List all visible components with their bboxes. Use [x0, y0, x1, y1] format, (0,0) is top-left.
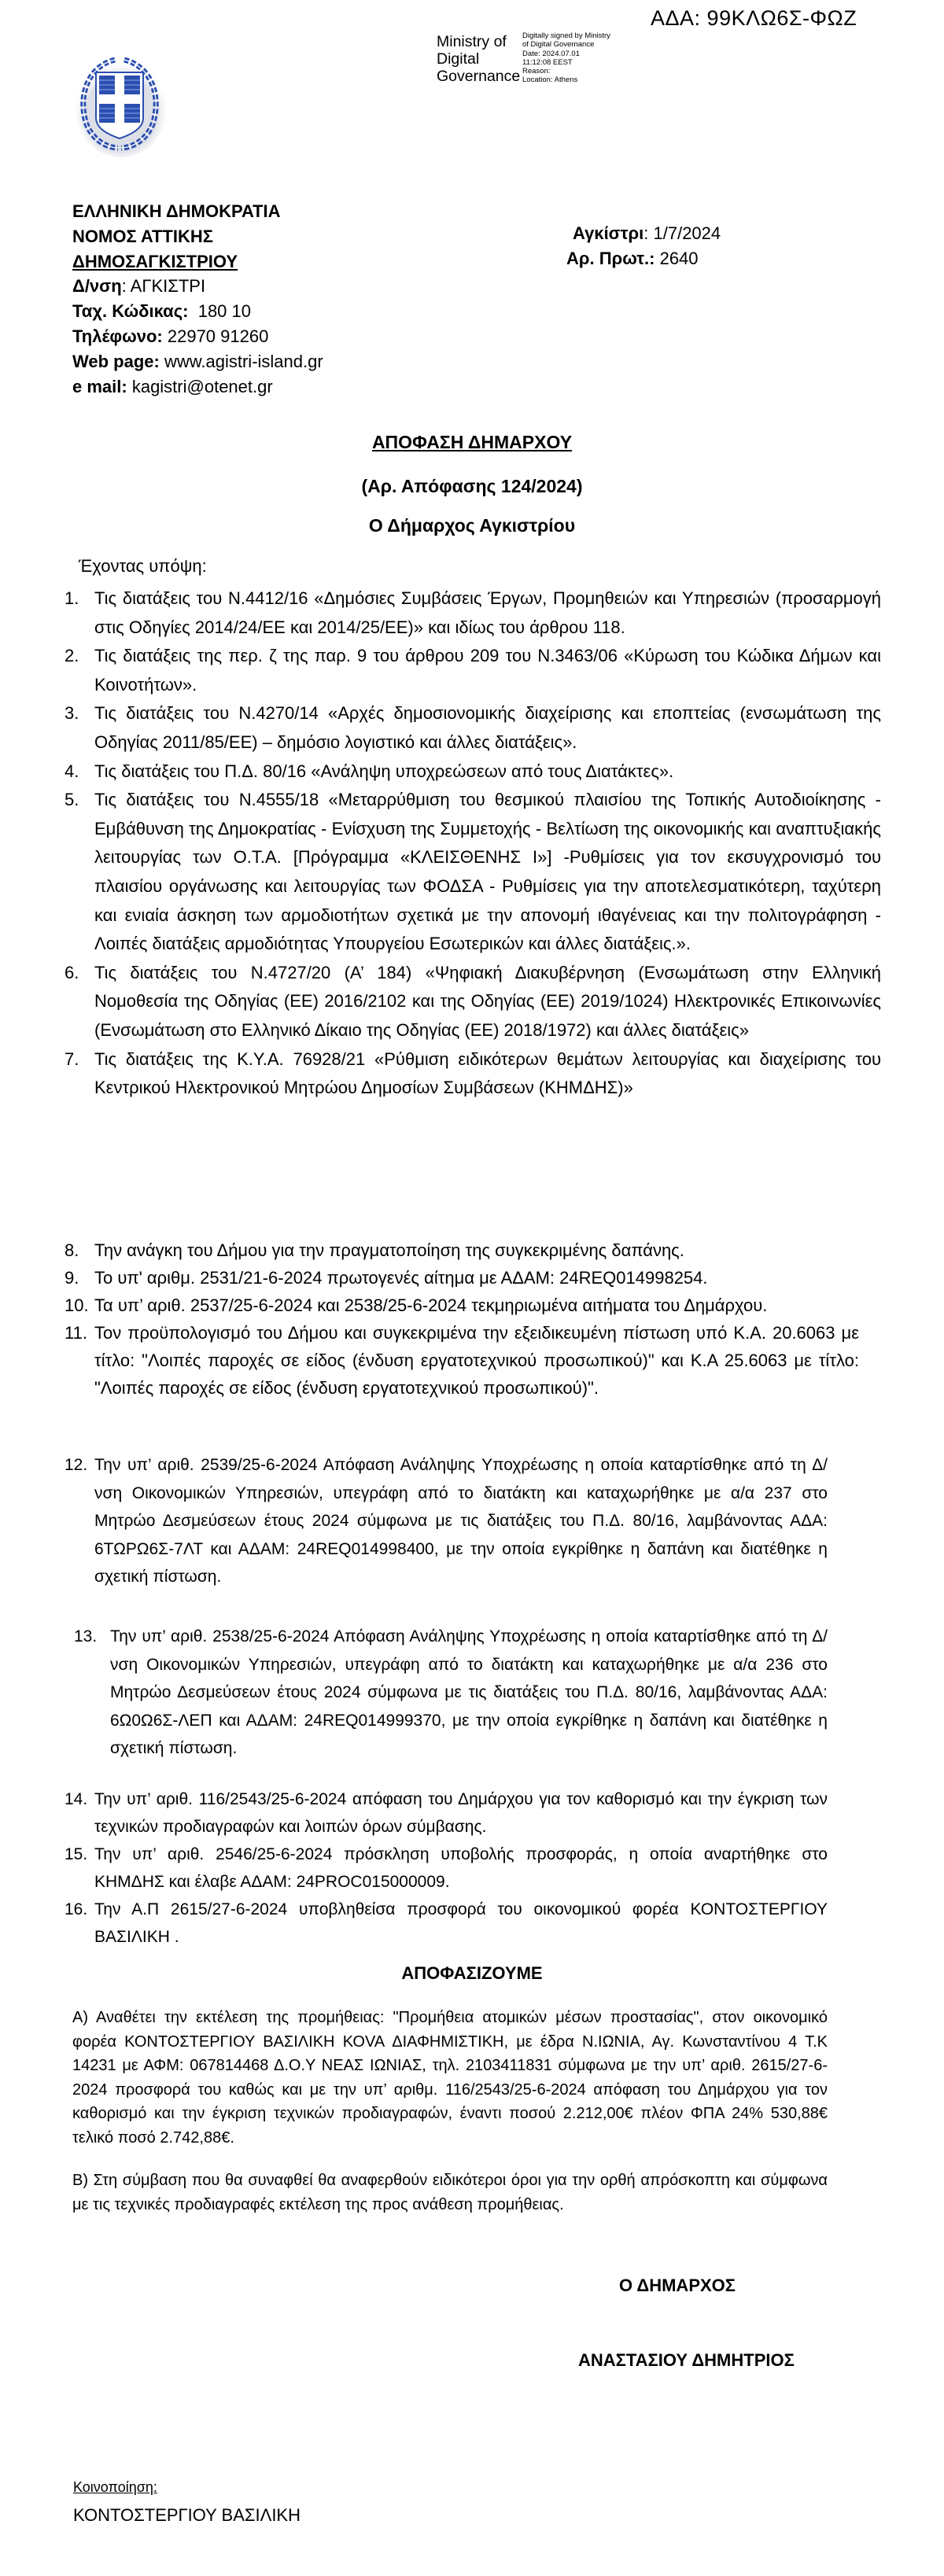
email-label: e mail: — [72, 376, 127, 396]
list-item: 16. Την Α.Π 2615/27-6-2024 υποβληθείσα προσφορά του οικονομικού φορέα ΚΟΝΤΟΣΤΕΡΓΙΟΥ ΒΑΣΙΛΙΚΗ . — [65, 1900, 828, 1946]
signer-name: ΑΝΑΣΤΑΣΙΟΥ ΔΗΜΗΤΡΙΟΣ — [578, 2350, 795, 2370]
considerations-list-continued — [57, 1236, 859, 1402]
considerations-list-final — [57, 1786, 828, 1951]
postcode-value: 180 10 — [197, 301, 251, 322]
signature-meta — [522, 31, 610, 85]
list-item: 1. Τις διατάξεις του Ν.4412/16 «Δημόσιες Συμβάσεις Έργων, Προμηθειών και Υπηρεσιών (προσαρμογή στις Οδηγίες 2014/24/ΕΕ και 2014/25/ΕΕ)» και ιδίως του άρθρου 118. — [65, 588, 881, 637]
signature-title-line: Governance — [437, 68, 521, 85]
protocol-label: Αρ. Πρωτ.: — [566, 248, 655, 268]
considerations-list-commitments — [57, 1451, 828, 1591]
prefecture-name: ΝΟΜΟΣ ΑΤΤΙΚΗΣ — [72, 226, 213, 246]
list-item: 7. Τις διατάξεις της Κ.Υ.Α. 76928/21 «Ρύθμιση ειδικότερων θεμάτων λειτουργίας και διαχείρισης του Κεντρικού Ηλεκτρονικού Μητρώου Δημοσίων Συμβάσεων (ΚΗΜΔΗΣ)» — [65, 1048, 881, 1098]
address-value: : ΑΓΚΙΣΤΡΙ — [121, 276, 206, 297]
signer-role: Ο ΔΗΜΑΡΧΟΣ — [619, 2276, 736, 2295]
cc-recipient: ΚΟΝΤΟΣΤΕΡΓΙΟΥ ΒΑΣΙΛΙΚΗ — [73, 2505, 301, 2525]
list-item: 10. Τα υπ’ αριθ. 2537/25-6-2024 και 2538/25-6-2024 τεκμηριωμένα αιτήματα του Δημάρχου. — [65, 1295, 768, 1315]
considerations-list — [57, 584, 881, 1103]
signature-meta-line: Location: Athens — [522, 76, 578, 85]
cc-label: Κοινοποίηση: — [73, 2479, 157, 2495]
sender-block — [72, 199, 323, 399]
list-item: 6. Τις διατάξεις του Ν.4727/20 (Α’ 184) «Ψηφιακή Διακυβέρνηση (Ενσωμάτωση στην Ελληνική Νομοθεσία της Οδηγίας (ΕΕ) 2016/2102 και της Οδηγίας (ΕΕ) 2019/1024) Ηλεκτρονικές Επικοινωνίες (Ενσωμάτωση στο Ελληνικό Δίκαιο της Οδηγίας (ΕΕ) 2018/1972) και άλλες διατάξεις» — [65, 962, 881, 1040]
document-title: ΑΠΟΦΑΣΗ ΔΗΜΑΡΧΟΥ — [371, 432, 573, 452]
issuer-title: Ο Δήμαρχος Αγκιστρίου — [368, 515, 576, 536]
signature-meta-line: of Digital Governance — [522, 40, 595, 50]
phone-label: Τηλέφωνο: — [72, 326, 163, 346]
place-label: Αγκίστρι — [573, 223, 644, 243]
signature-title — [437, 33, 520, 85]
list-item: 4. Τις διατάξεις του Π.Δ. 80/16 «Ανάληψη υποχρεώσεων από τους Διατάκτες». — [65, 761, 674, 781]
protocol-row — [566, 246, 721, 271]
decision-heading: ΑΠΟΦΑΣΙΖΟΥΜΕ — [401, 1963, 543, 1983]
postcode-label: Ταχ. Κώδικας: — [72, 301, 189, 322]
greek-coat-of-arms-icon — [72, 49, 167, 159]
ada-code: ΑΔΑ: 99ΚΛΩ6Σ-ΦΩΖ — [651, 6, 857, 30]
address-label: Δ/νση — [72, 276, 122, 297]
meta-block — [566, 221, 721, 271]
list-item: 3. Τις διατάξεις του Ν.4270/14 «Αρχές δημοσιονομικής διαχείρισης και εποπτείας (ενσωμάτωση της Οδηγίας 2011/85/ΕΕ) – δημόσιο λογιστικό και άλλες διατάξεις». — [65, 703, 881, 752]
email-link[interactable]: kagistri@otenet.gr — [131, 376, 273, 396]
list-item: 5. Τις διατάξεις του Ν.4555/18 «Μεταρρύθμιση του θεσμικού πλαισίου της Τοπικής Αυτοδιοίκησης - Εμβάθυνση της Δημοκρατίας - Ενίσχυση της Συμμετοχής - Βελτίωση της οικονομικής και αναπτυξιακής λειτουργίας των Ο.Τ.Α. [Πρόγραμμα «ΚΛΕΙΣΘΕΝΗΣ Ι»] -Ρυθμίσεις για τον εκσυγχρονισμό του πλαισίου οργάνωσης και λειτουργίας των ΦΟΔΣΑ - Ρυθμίσεις για την αποτελεσματικότερη, ταχύτερη και ενιαία άσκηση των αρμοδιοτήτων σχετικά με την απονομή ιθαγένειας και την πολιτογράφηση - Λοιπές διατάξεις αρμοδιότητας Υπουργείου Εσωτερικών και άλλες διατάξεις.». — [65, 790, 881, 954]
address-row — [72, 274, 323, 299]
list-item: 9. Το υπ' αριθμ. 2531/21-6-2024 πρωτογενές αίτημα με ΑΔΑΜ: 24REQ014998254. — [65, 1268, 708, 1288]
decision-number: (Αρ. Απόφασης 124/2024) — [361, 476, 583, 496]
phone-row — [72, 324, 323, 349]
signature-meta-line: Digitally signed by Ministry — [522, 31, 610, 40]
protocol-value: 2640 — [659, 248, 699, 268]
decision-paragraph-b: Β) Στη σύμβαση που θα συναφθεί θα αναφερθούν ειδικότεροι όροι για την ορθή απρόσκοπτη και σύμφωνα με τις τεχνικές προδιαγραφές εκτέλεση της προς ανάθεση προμήθειας. — [72, 2172, 828, 2213]
email-row — [72, 374, 323, 400]
signature-title-line: Ministry of — [437, 33, 507, 50]
list-item: 11. Τον προϋπολογισμό του Δήμου και συγκεκριμένα την εξειδικευμένη πίστωση υπό Κ.Α. 20.6063 με τίτλο: "Λοιπές παροχές σε είδος (ένδυση εργατοτεχνικού προσωπικού)" και Κ.Α 25.6063 με τίτλο: "Λοιπές παροχές σε είδος (ένδυση εργατοτεχνικού προσωπικού)". — [65, 1323, 859, 1398]
decision-paragraph-a: Α) Αναθέτει την εκτέλεση της προμήθειας: "Προμήθεια ατομικών μέσων προστασίας", στον οικονομικό φορέα ΚΟΝΤΟΣΤΕΡΓΙΟΥ ΒΑΣΙΛΙΚΗ ΚΟVA ΔΙΑΦΗΜΙΣΤΙΚΗ, με έδρα Ν.ΙΩΝΙΑ, Αγ. Κωνσταντίνου 4 Τ.Κ 14231 με ΑΦΜ: 067814468 Δ.Ο.Υ ΝΕΑΣ ΙΩΝΙΑΣ, τηλ. 2103411831 σύμφωνα με την υπ’ αριθ. 2615/27-6-2024 προσφορά του καθώς και με την υπ’ αριθμ. 116/2543/25-6-2024 απόφαση του Δημάρχου για τον καθορισμό και την έγκριση τεχνικών προδιαγραφών, έναντι ποσού 2.212,00€ πλέον ΦΠΑ 24% 530,88€ τελικό ποσό 2.742,88€. — [72, 2009, 828, 2147]
date-row — [566, 221, 721, 246]
web-row — [72, 349, 323, 374]
postcode-row — [72, 299, 323, 324]
web-link[interactable]: www.agistri-island.gr — [164, 351, 323, 371]
signature-meta-line: Date: 2024.07.01 — [522, 49, 580, 58]
web-label: Web page: — [72, 351, 160, 371]
list-item: 14. Την υπ’ αριθ. 116/2543/25-6-2024 απόφαση του Δημάρχου για τον καθορισμό και την έγκριση των τεχνικών προδιαγραφών και λοιπών όρων σύμβασης. — [65, 1790, 828, 1836]
list-item: 2. Τις διατάξεις της περ. ζ της παρ. 9 του άρθρου 209 του Ν.3463/06 «Κύρωση του Κώδικα Δήμων και Κοινοτήτων». — [65, 646, 881, 695]
list-item: 15. Την υπ’ αριθ. 2546/25-6-2024 πρόσκληση υποβολής προσφοράς, η οποία αναρτήθηκε στο ΚΗΜΔΗΣ και έλαβε ΑΔΑΜ: 24PROC015000009. — [65, 1845, 828, 1891]
country-name: ΕΛΛΗΝΙΚΗ ΔΗΜΟΚΡΑΤΙΑ — [72, 201, 281, 221]
considerations-lead: Έχοντας υπόψη: — [79, 556, 207, 576]
signature-meta-line: Reason: — [522, 67, 551, 76]
list-item: 13. Την υπ’ αριθ. 2538/25-6-2024 Απόφαση Ανάληψης Υποχρέωσης η οποία καταρτίσθηκε από τη Δ/νση Οικονομικών Υπηρεσιών, υπεγράφη από το διατάκτη και καταχωρήθηκε με α/α 236 στο Μητρώο Δεσμεύσεων έτους 2024 σύμφωνα με τις διατάξεις του Π.Δ. 80/16, λαμβάνοντας ΑΔΑ: 6Ω0Ω6Σ-ΛΕΠ και ΑΔΑΜ: 24REQ014999370, με την οποία εγκρίθηκε η δαπάνη και διατέθηκε η σχετική πίστωση. — [74, 1627, 828, 1757]
list-item: 8. Την ανάγκη του Δήμου για την πραγματοποίηση της συγκεκριμένης δαπάνης. — [65, 1240, 684, 1260]
municipality-name: ΔΗΜΟΣΑΓΚΙΣΤΡΙΟΥ — [72, 251, 238, 271]
signature-meta-line: 11:12:08 EEST — [522, 57, 573, 67]
considerations-list-commitments-2 — [57, 1623, 828, 1763]
signature-title-line: Digital — [437, 50, 480, 68]
phone-value: 22970 91260 — [167, 326, 269, 346]
date-value: : 1/7/2024 — [643, 223, 721, 243]
list-item: 12. Την υπ’ αριθ. 2539/25-6-2024 Απόφαση Ανάληψης Υποχρέωσης η οποία καταρτίσθηκε από τη Δ/νση Οικονομικών Υπηρεσιών, υπεγράφη από το διατάκτη και καταχωρήθηκε με α/α 237 στο Μητρώο Δεσμεύσεων έτους 2024 σύμφωνα με τις διατάξεις του Π.Δ. 80/16, λαμβάνοντας ΑΔΑ: 6ΤΩΡΩ6Σ-7ΛΤ και ΑΔΑΜ: 24REQ014998400, με την οποία εγκρίθηκε η δαπάνη και διατέθηκε η σχετική πίστωση. — [65, 1456, 828, 1586]
